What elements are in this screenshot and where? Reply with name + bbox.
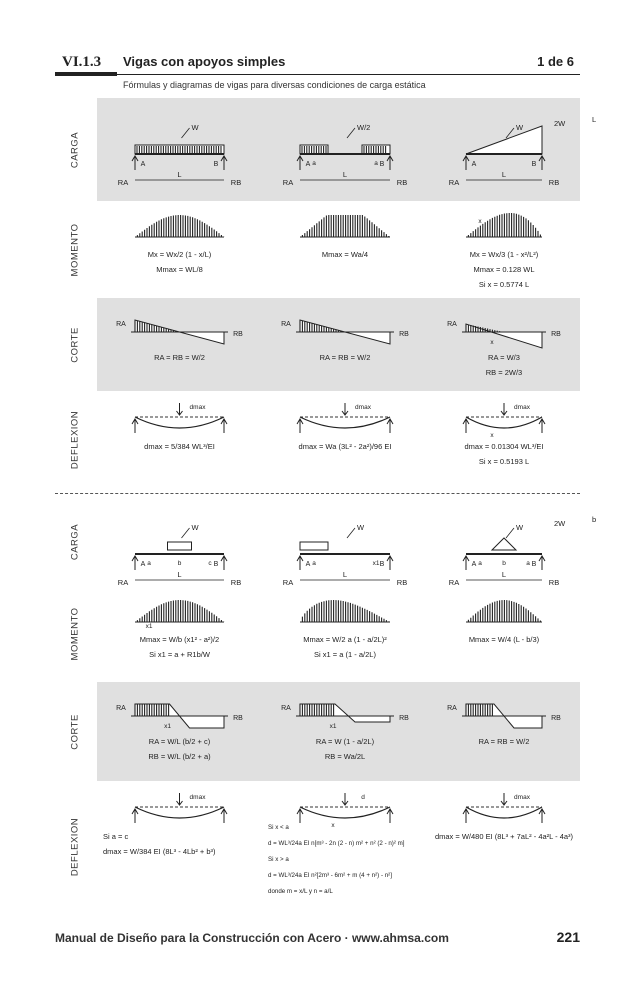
deflexion-diagram [428, 781, 580, 912]
reaction-arrow [221, 419, 227, 433]
momento-diagram [428, 201, 580, 298]
corte-diagram [428, 682, 580, 781]
deflection-label: d [361, 794, 365, 801]
reaction-arrow [463, 809, 469, 823]
footer-text: Manual de Diseño para la Construcción con Acero · www.ahmsa.com [55, 931, 449, 945]
dimension-label: x1 [329, 723, 337, 730]
corte-cell [262, 298, 428, 391]
dimension-label: a [312, 160, 316, 167]
row-label-corte: CORTE [69, 326, 81, 363]
reaction-arrow [221, 156, 227, 170]
reaction-arrow [132, 156, 138, 170]
momento-diagram [262, 586, 428, 682]
dimension-label: a [312, 560, 316, 567]
formula-line: dmax = W/384 EI (8L³ - 4Lb² + b³) [103, 847, 216, 856]
formula-line: Si x1 = a + R1b/W [149, 650, 210, 659]
formula-line: Mmax = WL/8 [156, 265, 203, 274]
reaction-arrow [539, 156, 545, 170]
section-divider [55, 493, 580, 494]
reaction-arrow [387, 556, 393, 570]
reaction-label: RB [548, 578, 560, 587]
reaction-label: RA [447, 705, 457, 712]
reaction-label: RA [116, 321, 126, 328]
row-label-carga: CARGA [69, 523, 81, 561]
deflexion-diagram [262, 781, 428, 912]
corte-diagram [97, 298, 262, 391]
load-arrow [342, 793, 348, 805]
reaction-label: RA [447, 321, 457, 328]
formula-line: Mmax = 0.128 WL [473, 265, 535, 274]
row-label-deflexion: DEFLEXION [69, 817, 81, 876]
triangular-load [492, 538, 516, 550]
load-label: W [191, 123, 199, 132]
dimension-label: a [478, 560, 482, 567]
formula-line: RB = 2W/3 [485, 368, 523, 377]
partial-load [168, 542, 192, 550]
load-arrow [501, 793, 507, 805]
reaction-label: RA [281, 321, 291, 328]
moment-hatch [466, 600, 540, 622]
support-label: B [213, 161, 219, 168]
carga-cell [97, 98, 262, 201]
load-label: W [516, 523, 524, 532]
support-label: A [140, 161, 146, 168]
support-label: B [213, 561, 219, 568]
formula-line: dmax = 5/384 WL³/EI [144, 442, 215, 451]
shear-hatch [300, 704, 334, 716]
reaction-label: RB [399, 331, 409, 338]
dimension-label: a [147, 560, 151, 567]
page-counter: 1 de 6 [537, 54, 574, 69]
momento-cell [97, 201, 262, 298]
deflection-label: dmax [189, 794, 206, 801]
load-pointer [347, 528, 355, 538]
deflexion-cell [97, 391, 262, 488]
span-label: L [501, 170, 507, 179]
reaction-arrow [132, 419, 138, 433]
shear-diagram [300, 704, 390, 722]
formula-line: RA = RB = W/2 [319, 353, 371, 362]
footer-page-number: 221 [556, 929, 580, 945]
corte-diagram [262, 298, 428, 391]
reaction-arrow [463, 556, 469, 570]
formula-line: RA = RB = W/2 [478, 737, 530, 746]
corte-cell [97, 298, 262, 391]
formula-line: donde m = x/L y n = a/L [268, 888, 333, 895]
corte-cell [428, 682, 580, 781]
load-label: 2W [554, 519, 566, 528]
moment-hatch [135, 600, 224, 622]
corte-cell [97, 682, 262, 781]
row-label-momento: MOMENTO [69, 607, 81, 661]
formula-line: Si x > a [268, 856, 289, 863]
reaction-arrow [463, 156, 469, 170]
carga-cell [428, 98, 597, 201]
dimension-label: b [177, 560, 182, 567]
load-arrow [177, 403, 183, 415]
formula-line: Mmax = W/b (x1² - a²)/2 [139, 635, 220, 644]
formula-line: Si a = c [103, 832, 129, 841]
deflexion-diagram [428, 391, 580, 488]
load-pointer [506, 528, 514, 538]
deflection-label: dmax [355, 404, 371, 411]
support-label: B [379, 561, 385, 568]
momento-diagram [97, 586, 262, 682]
load-label: b [592, 515, 597, 524]
dimension-label: x [478, 218, 482, 225]
section-number: VI.1.3 [62, 54, 102, 70]
formula-line: Si x = 0.5774 L [478, 280, 530, 289]
momento-cell [428, 586, 580, 682]
deflection-label: dmax [514, 794, 530, 801]
reaction-label: RB [551, 715, 561, 722]
reaction-label: RA [448, 578, 460, 587]
deflection-label: dmax [514, 404, 530, 411]
load-label: 2W [554, 119, 566, 128]
deflexion-diagram [97, 781, 262, 912]
corte-diagram [428, 298, 580, 391]
carga-diagram [97, 498, 262, 586]
load-label: W [516, 123, 524, 132]
page-subtitle: Fórmulas y diagramas de vigas para diversas condiciones de carga estática [123, 80, 426, 90]
support-label: B [531, 161, 537, 168]
reaction-arrow [132, 556, 138, 570]
momento-diagram [428, 586, 580, 682]
shear-hatch [135, 704, 169, 716]
reaction-label: RB [233, 715, 243, 722]
formula-line: dmax = Wa (3L² - 2a²)/96 EI [298, 442, 392, 451]
reaction-arrow [297, 556, 303, 570]
header-rule [55, 74, 580, 75]
reaction-arrow [539, 556, 545, 570]
carga-diagram [262, 498, 428, 586]
deflexion-diagram [262, 391, 428, 488]
carga-cell [262, 98, 428, 201]
corte-cell [262, 682, 428, 781]
dimension-label: x1 [164, 723, 171, 730]
formula-line: Si x1 = a (1 - a/2L) [314, 650, 376, 659]
support-label: A [305, 561, 311, 568]
dimension-label: x1 [145, 623, 153, 630]
reaction-label: RB [396, 178, 408, 187]
momento-diagram [262, 201, 428, 298]
support-label: A [471, 161, 477, 168]
formula-line: RA = RB = W/2 [154, 353, 205, 362]
load-label: W [191, 523, 199, 532]
support-label: A [140, 561, 146, 568]
load-pointer [182, 128, 190, 138]
span-label: L [342, 570, 348, 579]
momento-cell [97, 586, 262, 682]
span-label: L [342, 170, 348, 179]
load-pointer [182, 528, 190, 538]
moment-hatch [300, 600, 389, 622]
moment-hatch [135, 215, 224, 237]
corte-diagram [262, 682, 428, 781]
reaction-arrow [132, 809, 138, 823]
span-label: L [177, 570, 182, 579]
momento-cell [262, 201, 428, 298]
support-label: A [305, 161, 311, 168]
deflexion-cell [262, 391, 428, 488]
carga-diagram [262, 98, 428, 201]
formula-line: RB = W/L (b/2 + a) [148, 752, 211, 761]
deflected-shape [300, 807, 390, 818]
reaction-arrow [387, 419, 393, 433]
momento-diagram [97, 201, 262, 298]
page-title: Vigas con apoyos simples [123, 54, 286, 69]
formula-line: RA = W (1 - a/2L) [315, 737, 375, 746]
deflexion-cell [428, 781, 580, 912]
deflected-shape [466, 417, 542, 428]
formula-line: Si x < a [268, 824, 289, 831]
load-label: W/2 [357, 123, 371, 132]
reaction-label: RA [281, 705, 291, 712]
reaction-label: RA [117, 578, 129, 587]
reaction-arrow [387, 156, 393, 170]
deflection-label: dmax [189, 404, 206, 411]
reaction-label: RB [396, 578, 408, 587]
deflexion-diagram [97, 391, 262, 488]
corte-cell [428, 298, 580, 391]
dimension-label: a [374, 160, 378, 167]
distributed-load [135, 145, 224, 154]
support-label: B [531, 561, 537, 568]
formula-line: dmax = 0.01304 WL³/EI [464, 442, 544, 451]
moment-hatch [300, 215, 389, 237]
momento-cell [428, 201, 580, 298]
reaction-label: RB [233, 331, 243, 338]
deflexion-cell [97, 781, 262, 912]
reaction-arrow [463, 419, 469, 433]
carga-diagram [97, 98, 262, 201]
row-label-momento: MOMENTO [69, 223, 81, 276]
deflected-shape [135, 417, 224, 428]
formula-line: Si x = 0.5193 L [478, 457, 530, 466]
shear-diagram [466, 324, 542, 348]
span-label: L [501, 570, 507, 579]
carga-cell [262, 498, 428, 586]
reaction-label: RB [551, 331, 561, 338]
carga-diagram [428, 498, 597, 587]
corte-diagram [97, 682, 262, 781]
formula-line: d = WL³/24a EI n²[2m³ - 6m² + m (4 + n²) - n²] [268, 872, 392, 879]
carga-cell [428, 498, 597, 587]
formula-line: d = WL³/24a EI n[m³ - 2n (2 - n) m² + n² (2 - n)² m] [268, 840, 405, 847]
dimension-label: c [208, 560, 212, 567]
formula-line: Mx = Wx/3 (1 - x²/L²) [469, 250, 539, 259]
formula-line: RB = Wa/2L [324, 752, 366, 761]
deflexion-cell [262, 781, 428, 912]
dimension-label: x1 [372, 560, 380, 567]
formula-line: RA = W/3 [488, 353, 520, 362]
formula-line: Mmax = W/4 (L - b/3) [468, 635, 540, 644]
dimension-label: a [526, 560, 530, 567]
partial-load [300, 542, 328, 550]
reaction-label: RB [548, 178, 560, 187]
load-label: W [357, 523, 365, 532]
formula-line: dmax = W/480 EI (8L³ + 7aL² - 4a²L - 4a³) [434, 832, 574, 841]
reaction-arrow [297, 156, 303, 170]
reaction-label: RA [117, 178, 129, 187]
dimension-label: b [502, 560, 506, 567]
reaction-label: RA [448, 178, 460, 187]
reaction-arrow [539, 419, 545, 433]
deflected-shape [135, 807, 224, 818]
load-label: L [592, 115, 597, 124]
momento-cell [262, 586, 428, 682]
moment-hatch [466, 213, 540, 237]
load-arrow [177, 793, 183, 805]
support-label: B [379, 161, 385, 168]
dimension-label: x [490, 339, 494, 346]
load-pointer [347, 128, 355, 138]
load-arrow [342, 403, 348, 415]
reaction-arrow [221, 556, 227, 570]
formula-line: RA = W/L (b/2 + c) [148, 737, 211, 746]
reaction-label: RA [282, 578, 294, 587]
reaction-arrow [297, 419, 303, 433]
reaction-arrow [221, 809, 227, 823]
carga-cell [97, 498, 262, 586]
reaction-arrow [297, 809, 303, 823]
reaction-arrow [539, 809, 545, 823]
formula-line: Mmax = Wa/4 [321, 250, 369, 259]
triangular-load [466, 126, 542, 154]
span-label: L [177, 170, 182, 179]
reaction-label: RA [282, 178, 294, 187]
deflexion-cell [428, 391, 580, 488]
row-label-corte: CORTE [69, 713, 81, 750]
reaction-label: RB [230, 178, 242, 187]
row-label-carga: CARGA [69, 131, 81, 168]
reaction-label: RB [230, 578, 242, 587]
support-label: A [471, 561, 477, 568]
formula-line: Mx = Wx/2 (1 - x/L) [147, 250, 212, 259]
deflection-label: x [490, 432, 494, 439]
carga-diagram [428, 98, 597, 201]
reaction-arrow [387, 809, 393, 823]
reaction-label: RA [116, 705, 126, 712]
deflection-label: x [331, 822, 335, 829]
deflected-shape [300, 417, 390, 428]
deflected-shape [466, 807, 542, 818]
load-arrow [501, 403, 507, 415]
reaction-label: RB [399, 715, 409, 722]
row-label-deflexion: DEFLEXION [69, 410, 81, 469]
formula-line: Mmax = W/2 a (1 - a/2L)² [303, 635, 387, 644]
